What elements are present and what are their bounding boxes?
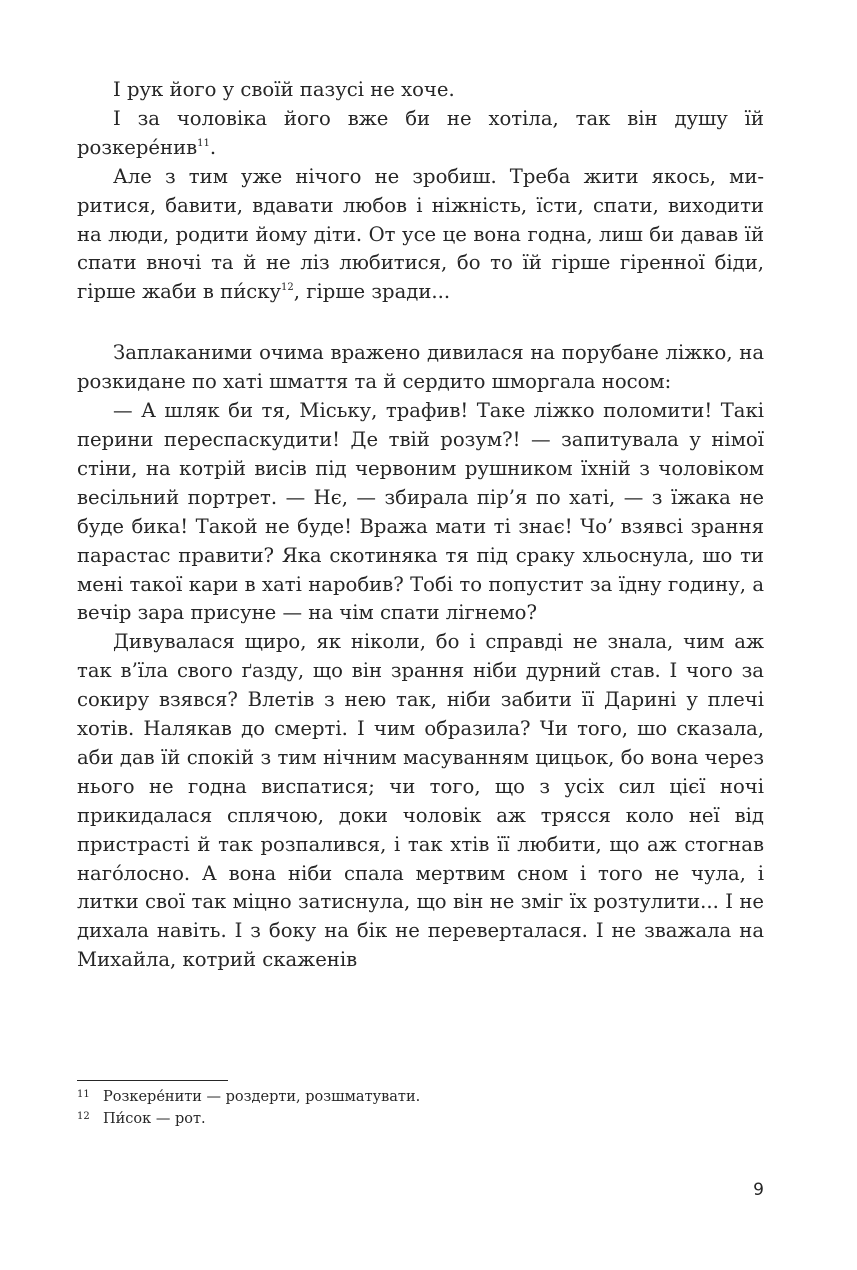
footnote-ref-11: 11 [197, 137, 210, 149]
paragraph-3-end: , гірше зради... [293, 280, 451, 304]
page-number: 9 [753, 1180, 764, 1200]
paragraph-3-text: Але з тим уже нічого не зробиш. Треба жити якось, миритися, бавити, вдавати любов і ніжність, їсти, спати, виходити на люди, родити йому діти. От усе це вона годна, лиш би давав їй спати вночі та й не ліз любитися, бо то їй гірше гіренної біди, гірше жаби в пи́ску [77, 164, 764, 304]
paragraph-3 [77, 163, 764, 308]
paragraph-2 [77, 105, 764, 163]
paragraph-4: Заплаканими очима вражено дивилася на порубане ліжко, на розкидане по хаті шмаття та й сердито шморгала носом: [77, 341, 764, 394]
footnote-12 [77, 1109, 764, 1131]
footnote-text: Пи́сок — рот. [103, 1111, 206, 1127]
paragraph-1: І рук його у своїй пазусі не хоче. [113, 78, 455, 101]
footnote-text: Розкере́нити — роздерти, розшматувати. [103, 1089, 421, 1105]
footnotes [77, 1080, 764, 1131]
main-text [77, 76, 764, 975]
paragraph-5: — А шляк би тя, Міську, трафив! Таке ліжко поломити! Такі перини переспаскудити! Де твій розум?! — запитувала у німої стіни, на котрій висів під червоним рушником їхній з чоловіком весільний портрет. — Нє, — збирала пір’я по хаті, — з їжака не буде бика! Такой не буде! Вража мати ті знає! Чо’ взявсі зрання парастас правити? Яка скотиняка тя під сраку хльоснула, шо ти мені такої кари в хаті наробив? Тобі то попустит за їдну годину, а вечір зара присуне — на чім спати лігнемо? [77, 399, 764, 625]
footnote-number: 12 [77, 1111, 90, 1122]
footnote-divider [77, 1080, 228, 1081]
section-break [77, 307, 764, 339]
footnote-number: 11 [77, 1089, 90, 1100]
paragraph-6: Дивувалася щиро, як ніколи, бо і справді не знала, чим аж так в’їла свого ґазду, що він зрання ніби дурний став. І чого за сокиру взявся? Влетів з нею так, ніби забити її Дарині у плечі хотів. Налякав до смерті. І чим образила? Чи того, шо сказала, аби дав їй спокій з тим нічним масуванням цицьок, бо вона через нього не годна виспатися; чи того, що з усіх сил цієї ночі прикидалася сплячою, доки чоловік аж трясся коло неї від пристрасті й так розпалився, і так хтів її любити, що аж стогнав наго́лосно. А вона ніби спала мертвим сном і того не чула, і литки свої так міцно затиснула, що він не зміг їх розтулити... І не дихала навіть. І з боку на бік не переверталася. І не зважала на Михайла, котрий скаженів [77, 630, 764, 972]
paragraph-2-text: І за чоловіка його вже би не хотіла, так він душу їй розкере́нив [77, 106, 764, 159]
page-body [77, 76, 764, 975]
paragraph-2-end: . [209, 135, 217, 159]
footnote-ref-12: 12 [281, 282, 294, 294]
footnote-11 [77, 1087, 764, 1109]
